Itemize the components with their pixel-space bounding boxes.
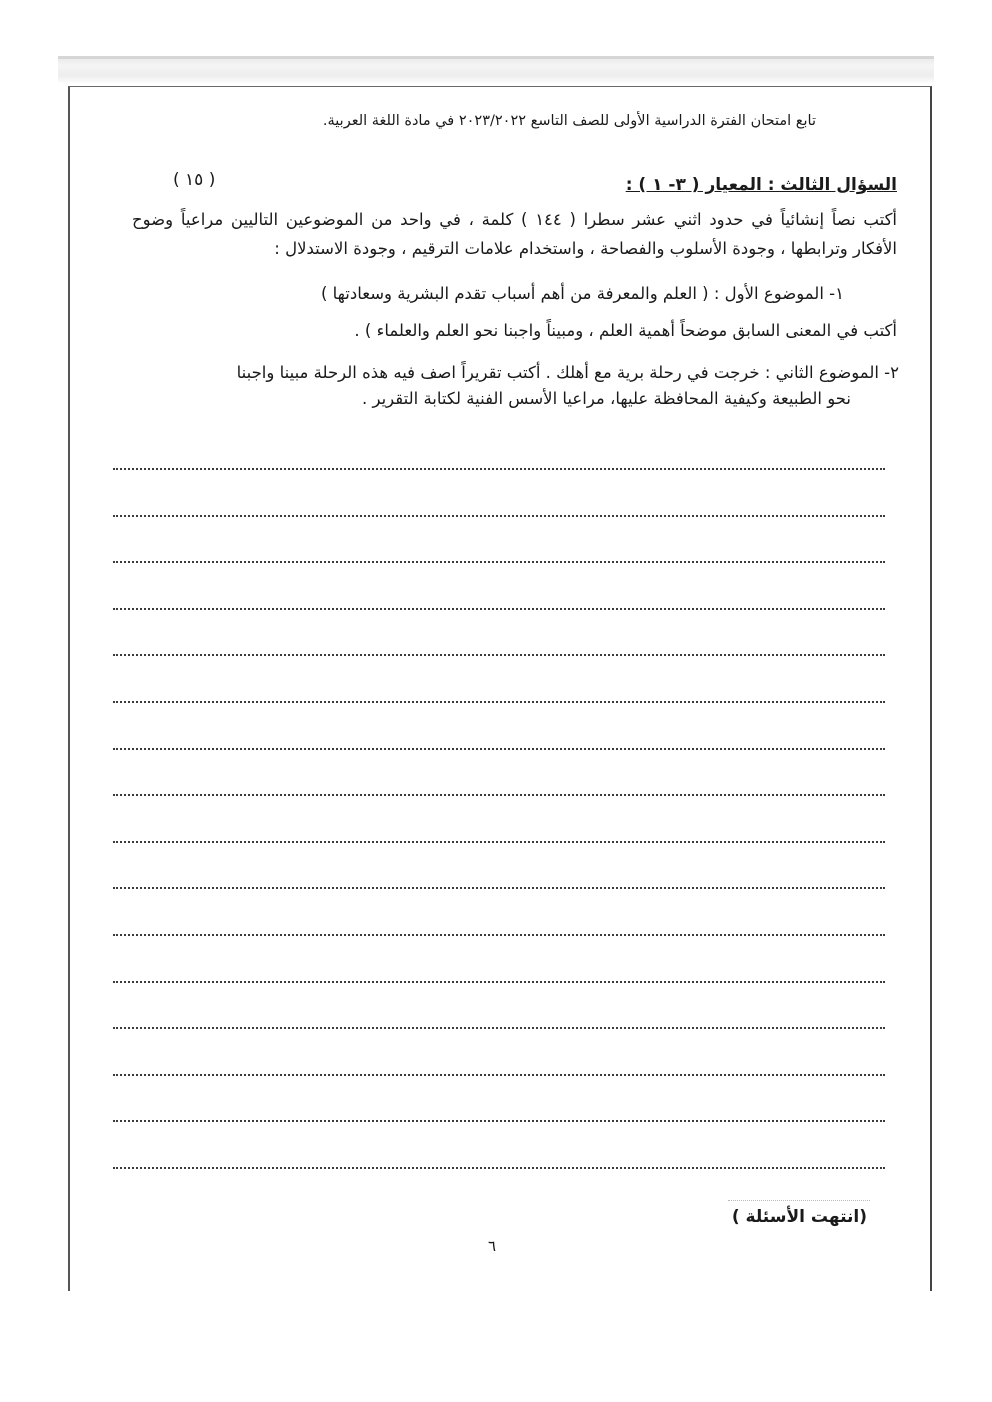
answer-line[interactable] [113,926,885,936]
topic-one-description: أكتب في المعنى السابق موضحاً أهمية العلم ، ومبيناً واجبنا نحو العلم والعلماء ) . [354,321,897,340]
answer-line[interactable] [113,1019,885,1029]
answer-line[interactable] [113,553,885,563]
answer-line[interactable] [113,833,885,843]
topic-one-title: ١- الموضوع الأول : ( العلم والمعرفة من أهم أسباب تقدم البشرية وسعادتها ) [320,284,844,303]
topic-two-line-2: نحو الطبيعة وكيفية المحافظة عليها، مراعيا الأسس الفنية لكتابة التقرير . [361,389,851,408]
question-title: السؤال الثالث : المعيار ( ٣- ١ ) : [625,175,897,195]
topic-two [124,360,899,412]
answer-line[interactable] [113,1159,885,1169]
answer-line[interactable] [113,1112,885,1122]
answer-line[interactable] [113,646,885,656]
question-instructions: أكتب نصاً إنشائياً في حدود اثني عشر سطرا ( ١٤٤ ) كلمة ، في واحد من الموضوعين التاليين مراعياً وضوح الأفكار وترابطها ، وجودة الأسلوب والفصاحة ، واستخدام علامات الترقيم ، وجودة الاستدلال : [132,210,898,258]
answer-line[interactable] [113,973,885,983]
question-marks: ( ١٥ ) [173,170,216,190]
answer-line[interactable] [113,507,885,517]
page-number: ٦ [488,1237,497,1255]
topic-two-line-1: ٢- الموضوع الثاني : خرجت في رحلة برية مع أهلك . أكتب تقريراً اصف فيه هذه الرحلة مبينا واجبنا [236,363,899,382]
answer-line[interactable] [113,460,885,470]
exam-header: تابع امتحان الفترة الدراسية الأولى للصف التاسع ٢٠٢٣/٢٠٢٢ في مادة اللغة العربية. [322,113,816,129]
answer-line[interactable] [113,879,885,889]
answer-line[interactable] [113,1066,885,1076]
answer-line[interactable] [113,740,885,750]
answer-lines[interactable] [113,460,885,1206]
answer-line[interactable] [113,693,885,703]
end-of-questions: (انتهت الأسئلة ) [731,1207,867,1227]
answer-line[interactable] [113,600,885,610]
answer-line[interactable] [113,786,885,796]
scan-edge-artifact [58,56,934,84]
